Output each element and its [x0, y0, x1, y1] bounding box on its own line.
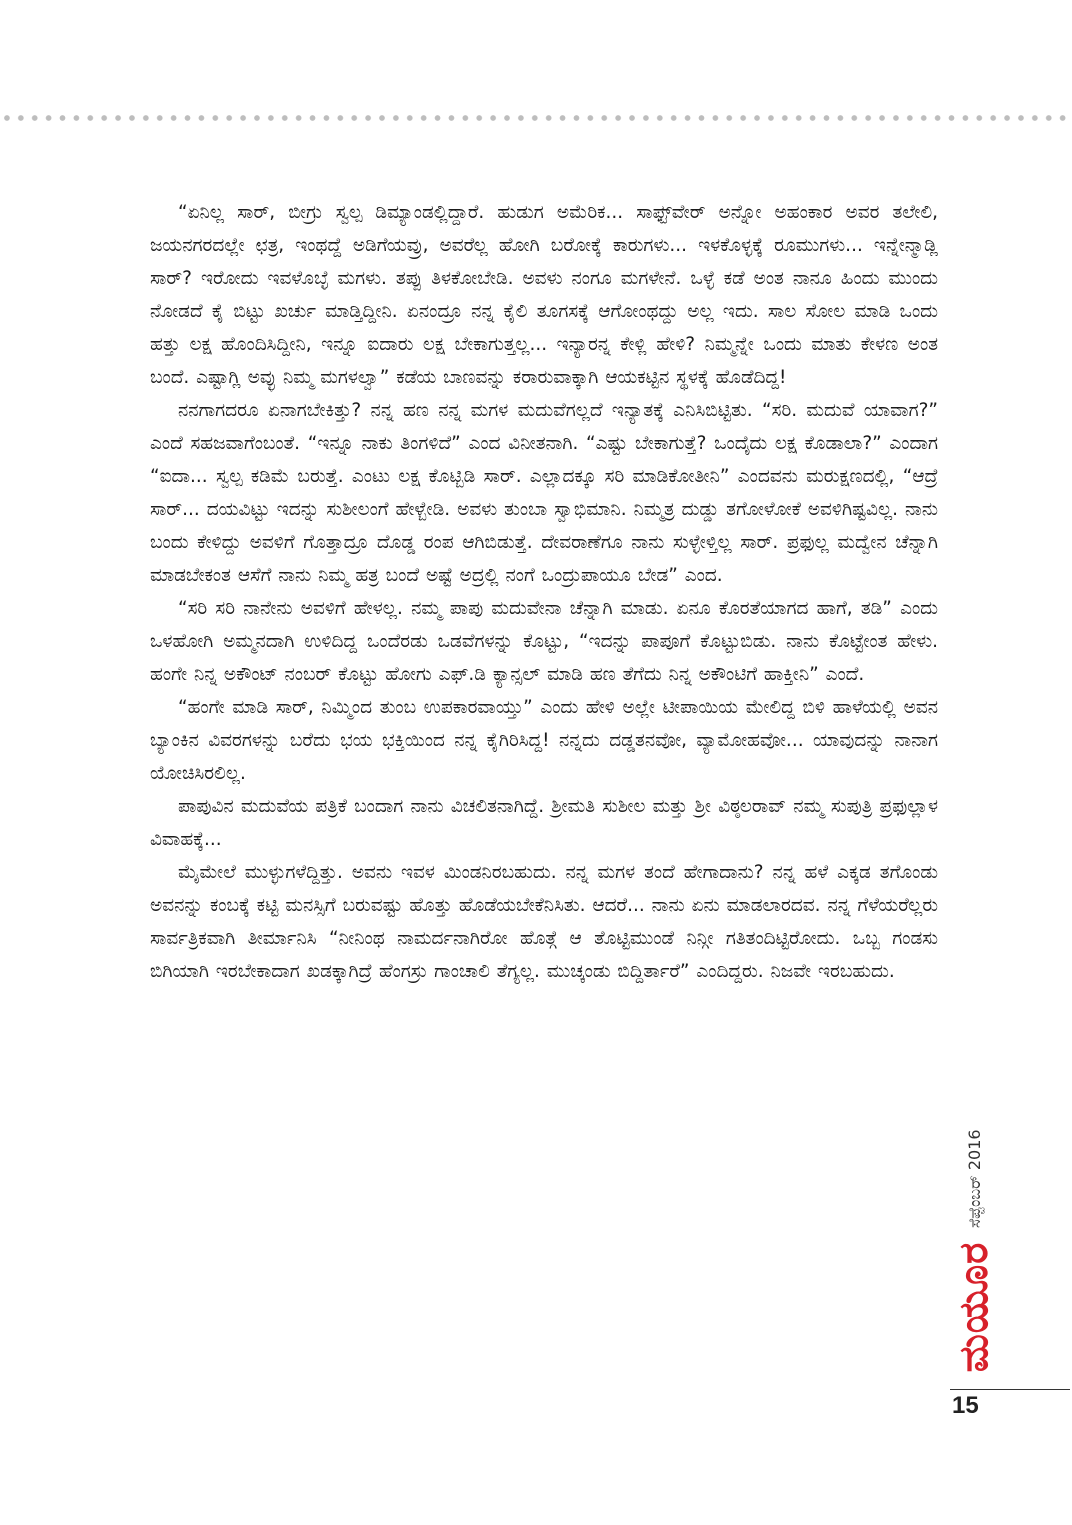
article-body — [150, 196, 938, 988]
paragraph: “ಏನಿಲ್ಲ ಸಾರ್, ಬೀಗ್ರು ಸ್ವಲ್ಪ ಡಿಮ್ಯಾಂಡಲ್ಲಿದ್ದಾರೆ. ಹುಡುಗ ಅಮೆರಿಕ... ಸಾಫ್ಟ್‌ವೇರ್ ಅನ್ನೋ ಅಹಂಕಾರ ಅವರ ತಲೇಲಿ, ಜಯನಗರದಲ್ಲೇ ಛತ್ರ, ಇಂಥದ್ದೆ ಅಡಿಗೆಯವ್ರು, ಅವರೆಲ್ಲ ಹೋಗಿ ಬರೋಕ್ಕೆ ಕಾರುಗಳು... ಇಳಕೊಳ್ಳಕ್ಕೆ ರೂಮುಗಳು... ಇನ್ನೇನ್ಮಾಡ್ಲಿ ಸಾರ್? ಇರೋದು ಇವಳೊಬ್ಳೆ ಮಗಳು. ತಪ್ಪು ತಿಳಕೋಬೇಡಿ. ಅವಳು ನಂಗೂ ಮಗಳೇನೆ. ಒಳ್ಳೆ ಕಡೆ ಅಂತ ನಾನೂ ಹಿಂದು ಮುಂದು ನೋಡದೆ ಕೈ ಬಿಟ್ಟು ಖರ್ಚು ಮಾಡ್ತಿದ್ದೀನಿ. ಏನಂದ್ರೂ ನನ್ನ ಕೈಲಿ ತೂಗಸಕ್ಕೆ ಆಗೋಂಥದ್ದು ಅಲ್ಲ ಇದು. ಸಾಲ ಸೋಲ ಮಾಡಿ ಒಂದು ಹತ್ತು ಲಕ್ಷ ಹೊಂದಿಸಿದ್ದೀನಿ, ಇನ್ನೂ ಐದಾರು ಲಕ್ಷ ಬೇಕಾಗುತ್ತಲ್ಲ... ಇನ್ಯಾರನ್ನ ಕೇಳ್ಲಿ ಹೇಳಿ? ನಿಮ್ಮನ್ನೇ ಒಂದು ಮಾತು ಕೇಳಣ ಅಂತ ಬಂದೆ. ಎಷ್ಟಾಗ್ಲಿ ಅವ್ಳು ನಿಮ್ಮ ಮಗಳಲ್ವಾ” ಕಡೆಯ ಬಾಣವನ್ನು ಕರಾರುವಾಕ್ಕಾಗಿ ಆಯಕಟ್ಟಿನ ಸ್ಥಳಕ್ಕೆ ಹೊಡೆದಿದ್ದ! — [150, 202, 938, 388]
dotted-rule — [0, 110, 1072, 126]
page-number: 15 — [952, 1392, 979, 1419]
paragraph: ನನಗಾಗದರೂ ಏನಾಗಬೇಕಿತ್ತು? ನನ್ನ ಹಣ ನನ್ನ ಮಗಳ ಮದುವೆಗಲ್ಲದೆ ಇನ್ಯಾತಕ್ಕೆ ಎನಿಸಿಬಿಟ್ಟಿತು. “ಸರಿ. ಮದುವೆ ಯಾವಾಗ?” ಎಂದೆ ಸಹಜವಾಗೆಂಬಂತೆ. “ಇನ್ನೂ ನಾಕು ತಿಂಗಳಿದೆ” ಎಂದ ವಿನೀತನಾಗಿ. “ಎಷ್ಟು ಬೇಕಾಗುತ್ತೆ? ಒಂದೈದು ಲಕ್ಷ ಕೊಡಾಲಾ?” ಎಂದಾಗ “ಐದಾ... ಸ್ವಲ್ಪ ಕಡಿಮೆ ಬರುತ್ತೆ. ಎಂಟು ಲಕ್ಷ ಕೊಟ್ಬಿಡಿ ಸಾರ್. ಎಲ್ಲಾದಕ್ಕೂ ಸರಿ ಮಾಡಿಕೋತೀನಿ” ಎಂದವನು ಮರುಕ್ಷಣದಲ್ಲಿ, “ಆದ್ರೆ ಸಾರ್... ದಯವಿಟ್ಟು ಇದನ್ನು ಸುಶೀಲಂಗೆ ಹೇಳ್ಬೇಡಿ. ಅವಳು ತುಂಬಾ ಸ್ವಾಭಿಮಾನಿ. ನಿಮ್ಮತ್ರ ದುಡ್ಡು ತಗೋಳೋಕೆ ಅವಳಿಗಿಷ್ಟವಿಲ್ಲ. ನಾನು ಬಂದು ಕೇಳಿದ್ದು ಅವಳಿಗೆ ಗೊತ್ತಾದ್ರೂ ದೊಡ್ಡ ರಂಪ ಆಗಿಬಿಡುತ್ತೆ. ದೇವರಾಣೆಗೂ ನಾನು ಸುಳ್ಳೇಳ್ತಿಲ್ಲ ಸಾರ್. ಪ್ರಫುಲ್ಲ ಮದ್ವೇನ ಚೆನ್ನಾಗಿ ಮಾಡಬೇಕಂತ ಆಸೆಗೆ ನಾನು ನಿಮ್ಮ ಹತ್ರ ಬಂದೆ ಅಷ್ಟೆ ಅದ್ರಲ್ಲಿ ನಂಗೆ ಒಂದ್ರುಪಾಯೂ ಬೇಡ” ಎಂದ. — [150, 400, 938, 586]
magazine-logo: ಮಯೂರ — [951, 1241, 997, 1373]
paragraph: “ಹಂಗೇ ಮಾಡಿ ಸಾರ್, ನಿಮ್ಮಿಂದ ತುಂಬ ಉಪಕಾರವಾಯ್ತು” ಎಂದು ಹೇಳಿ ಅಲ್ಲೇ ಟೀಪಾಯಿಯ ಮೇಲಿದ್ದ ಬಿಳಿ ಹಾಳೆಯಲ್ಲಿ ಅವನ ಬ್ಯಾಂಕಿನ ವಿವರಗಳನ್ನು ಬರೆದು ಭಯ ಭಕ್ತಿಯಿಂದ ನನ್ನ ಕೈಗಿರಿಸಿದ್ದ! ನನ್ನದು ದಡ್ಡತನವೋ, ವ್ಯಾಮೋಹವೋ... ಯಾವುದನ್ನು ನಾನಾಗ ಯೋಚಿಸಿರಲಿಲ್ಲ. — [150, 697, 938, 784]
page-number-rule — [950, 1389, 1070, 1390]
issue-date-container — [960, 1098, 990, 1228]
paragraph: ಪಾಪುವಿನ ಮದುವೆಯ ಪತ್ರಿಕೆ ಬಂದಾಗ ನಾನು ವಿಚಲಿತನಾಗಿದ್ದೆ. ಶ್ರೀಮತಿ ಸುಶೀಲ ಮತ್ತು ಶ್ರೀ ವಿಠ್ಠಲರಾವ್ ನಮ್ಮ ಸುಪುತ್ರಿ ಪ್ರಫುಲ್ಲಾಳ ವಿವಾಹಕ್ಕೆ... — [150, 796, 938, 850]
paragraph: “ಸರಿ ಸರಿ ನಾನೇನು ಅವಳಿಗೆ ಹೇಳಲ್ಲ. ನಮ್ಮ ಪಾಪು ಮದುವೇನಾ ಚೆನ್ನಾಗಿ ಮಾಡು. ಏನೂ ಕೊರತೆಯಾಗದ ಹಾಗೆ, ತಡಿ” ಎಂದು ಒಳಹೋಗಿ ಅಮ್ಮನದಾಗಿ ಉಳಿದಿದ್ದ ಒಂದೆರಡು ಒಡವೆಗಳನ್ನು ಕೊಟ್ಟು, “ಇದನ್ನು ಪಾಪೂಗೆ ಕೊಟ್ಟುಬಿಡು. ನಾನು ಕೊಟ್ಟೇಂತ ಹೇಳು. ಹಂಗೇ ನಿನ್ನ ಅಕೌಂಟ್ ನಂಬರ್ ಕೊಟ್ಟು ಹೋಗು ಎಫ್.ಡಿ ಕ್ಯಾನ್ಸಲ್ ಮಾಡಿ ಹಣ ತೆಗೆದು ನಿನ್ನ ಅಕೌಂಟಿಗೆ ಹಾಕ್ತೀನಿ” ಎಂದೆ. — [150, 598, 938, 685]
paragraph: ಮೈಮೇಲೆ ಮುಳ್ಳುಗಳೆದ್ದಿತ್ತು. ಅವನು ಇವಳ ಮಿಂಡನಿರಬಹುದು. ನನ್ನ ಮಗಳ ತಂದೆ ಹೇಗಾದಾನು? ನನ್ನ ಹಳೆ ಎಕ್ಕಡ ತಗೊಂಡು ಅವನನ್ನು ಕಂಬಕ್ಕೆ ಕಟ್ಟಿ ಮನಸ್ಸಿಗೆ ಬರುವಷ್ಟು ಹೊತ್ತು ಹೊಡೆಯಬೇಕೆನಿಸಿತು. ಆದರೆ... ನಾನು ಏನು ಮಾಡಲಾರದವ. ನನ್ನ ಗೆಳೆಯರೆಲ್ಲರು ಸಾರ್ವತ್ರಿಕವಾಗಿ ತೀರ್ಮಾನಿಸಿ “ನೀನಿಂಥ ನಾಮರ್ದನಾಗಿರೋ ಹೊತ್ಗೆ ಆ ತೊಟ್ಟಿಮುಂಡೆ ನಿನ್ಗೀ ಗತಿತಂದಿಟ್ಟಿರೋದು. ಒಬ್ಬ ಗಂಡಸು ಬಿಗಿಯಾಗಿ ಇರಬೇಕಾದಾಗ ಖಡಕ್ಕಾಗಿದ್ರೆ ಹೆಂಗಸ್ರು ಗಾಂಚಾಲಿ ತೆಗ್ಯಲ್ಲ. ಮುಚ್ಕಂಡು ಬಿದ್ದಿರ್ತಾರೆ” ಎಂದಿದ್ದರು. ನಿಜವೇ ಇರಬಹುದು. — [150, 862, 938, 982]
issue-date: ಸೆಪ್ಟೆಂಬರ್ 2016 — [965, 1129, 984, 1228]
magazine-logo-container — [952, 1232, 996, 1382]
